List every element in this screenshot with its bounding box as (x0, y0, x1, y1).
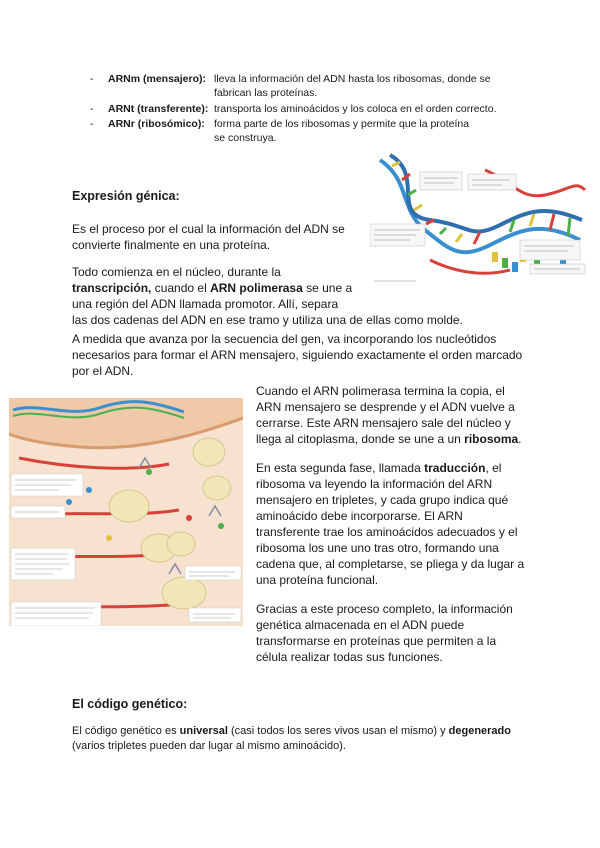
p2-line-2 (72, 280, 352, 297)
p5-line-8: una proteína funcional. (256, 573, 379, 587)
translation-illustration (9, 398, 243, 626)
p3-line-3: por el ADN. (72, 364, 134, 378)
term-ribosoma: ribosoma (464, 432, 519, 446)
p3-line-2: necesarios para formar el ARN mensajero, siguiendo exactamente el orden marcado (72, 348, 523, 362)
p4-line-4 (256, 431, 522, 448)
term-arn-polimerasa: ARN polimerasa (210, 281, 303, 295)
list-item-arnm (108, 72, 206, 86)
intro-line-1: Es el proceso por el cual la información del ADN se (72, 222, 345, 236)
p5-text-b: , el (485, 461, 502, 475)
arnm-desc-2: fabrican las proteínas. (214, 87, 318, 99)
p5-line-1 (256, 460, 501, 477)
p5-text-a: En esta segunda fase, llamada (256, 461, 425, 475)
term-arnr: ARNr (ribosómico): (108, 118, 205, 130)
section-heading-codigo: El código genético: (72, 697, 188, 711)
p4-line-2: ARN mensajero se desprende y el ADN vuelve a (256, 400, 515, 414)
codigo-text-a: El código genético es (72, 725, 180, 737)
list-dash: - (90, 73, 94, 85)
p6-line-2: genética almacenada en el ADN puede (256, 618, 465, 632)
term-transcripcion: transcripción, (72, 281, 152, 295)
codigo-line-1 (72, 724, 511, 739)
arnr-desc-1: forma parte de los ribosomas y permite que la proteína (214, 118, 470, 130)
list-dash: - (90, 103, 94, 115)
arnt-desc-1: transporta los aminoácidos y los coloca en el orden correcto. (214, 103, 497, 115)
intro-line-2: convierte finalmente en una proteína. (72, 238, 271, 252)
p5-line-3: mensajero en tripletes, y cada grupo indica qué (256, 493, 509, 507)
term-degenerado: degenerado (448, 725, 511, 737)
p5-line-2: ribosoma va leyendo la información del ARN (256, 477, 493, 491)
p6-line-3: transformarse en proteínas que permiten a la (256, 634, 497, 648)
p2-line-4: las dos cadenas del ADN en ese tramo y utiliza una de ellas como molde. (72, 313, 463, 327)
term-arnt: ARNt (transferente): (108, 103, 209, 115)
codigo-text-b: (casi todos los seres vivos usan el mismo) y (227, 725, 449, 737)
list-dash: - (90, 118, 94, 130)
p5-line-6: ribosoma los une uno tras otro, formando una (256, 541, 499, 555)
p4-text-b: . (518, 432, 522, 446)
p3-line-1: A medida que avanza por la secuencia del gen, va incorporando los nucleótidos (72, 332, 497, 346)
arnm-desc-1: lleva la información del ADN hasta los ribosomas, donde se (214, 73, 491, 85)
translation-figure (9, 398, 243, 626)
arnr-desc-2: se construya. (214, 132, 277, 144)
codigo-line-2: (varios tripletes pueden dar lugar al mismo aminoácido). (72, 740, 346, 752)
p2-text-a: cuando el (151, 281, 211, 295)
list-item-arnt (108, 102, 208, 116)
list-item-arnr (108, 117, 205, 131)
p2-line-3: una región del ADN llamada promotor. Allí, separa (72, 297, 339, 311)
p5-line-4: aminoácido debe incorporarse. El ARN (256, 509, 463, 523)
p6-line-1: Gracias a este proceso completo, la información (256, 602, 513, 616)
section-heading-expresion: Expresión génica: (72, 189, 180, 203)
transcription-figure (370, 150, 588, 286)
p6-line-4: célula realizar todas sus funciones. (256, 650, 443, 664)
term-arnm: ARNm (mensajero): (108, 73, 207, 85)
p5-line-5: transferente trae los aminoácidos adecuados y el (256, 525, 518, 539)
p4-text-a: llega al citoplasma, donde se une a un (256, 432, 465, 446)
p4-line-1: Cuando el ARN polimerasa termina la copia, el (256, 384, 505, 398)
p2-text-b: se une a (302, 281, 353, 295)
p5-line-7: cadena que, al completarse, se pliega y da lugar a (256, 557, 525, 571)
p2-line-1: Todo comienza en el núcleo, durante la (72, 265, 281, 279)
p4-line-3: cerrarse. Este ARN mensajero sale del núcleo y (256, 416, 511, 430)
term-universal: universal (179, 725, 228, 737)
transcription-illustration (370, 150, 588, 286)
term-traduccion: traducción (424, 461, 486, 475)
